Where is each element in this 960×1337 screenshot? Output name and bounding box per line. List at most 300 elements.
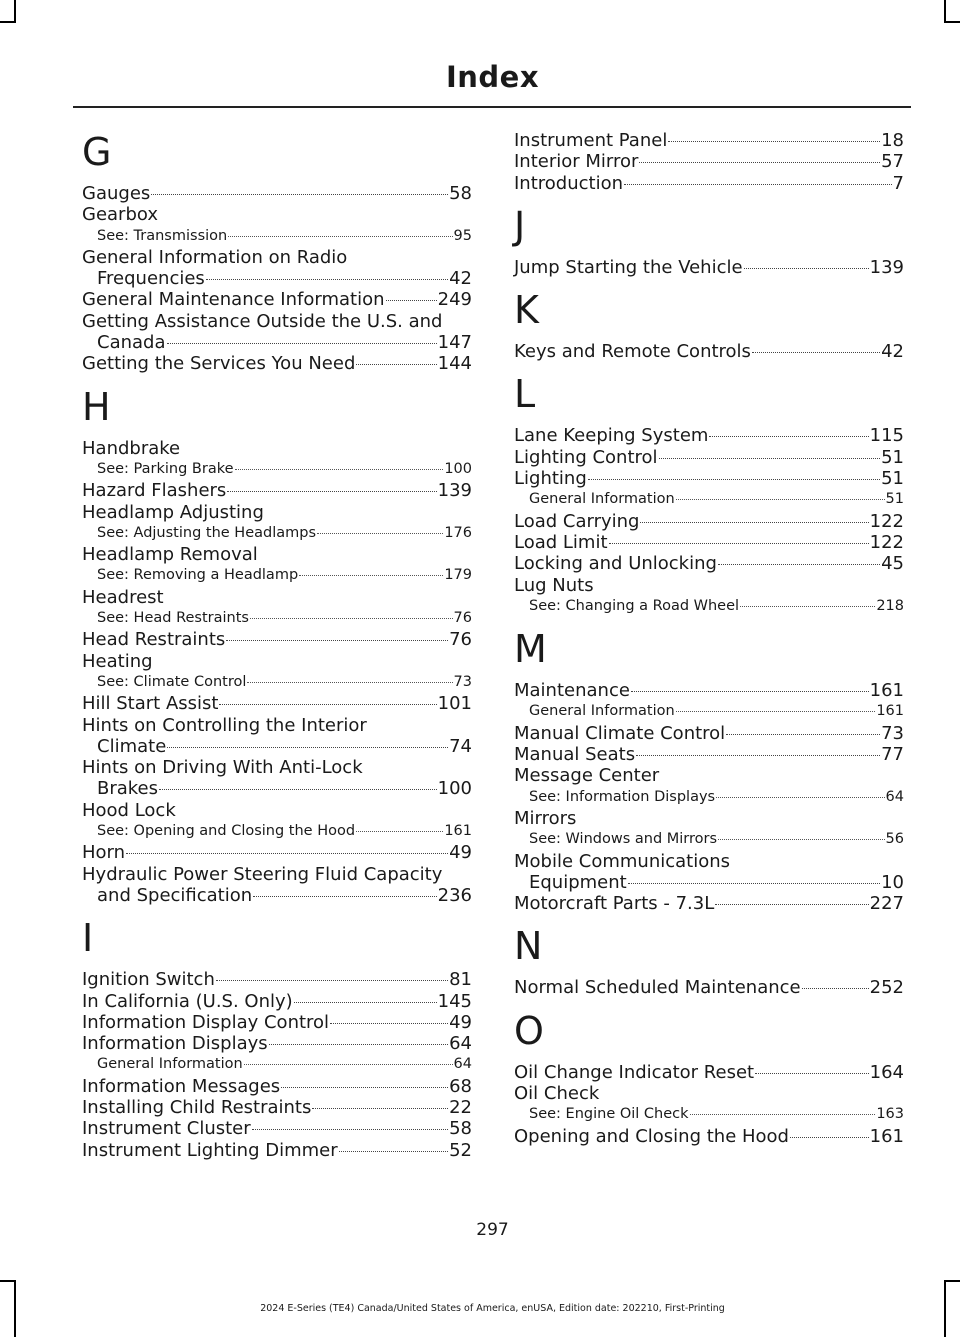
- page-ref[interactable]: 144: [437, 353, 472, 375]
- index-entry[interactable]: [514, 511, 904, 532]
- page-ref[interactable]: 161: [869, 1125, 904, 1147]
- entry-continuation: [514, 872, 904, 893]
- index-letter-heading: J: [514, 203, 526, 248]
- dot-leader: [216, 980, 448, 981]
- entry-line: [82, 183, 472, 204]
- page-ref[interactable]: 57: [881, 151, 904, 173]
- dot-leader: [790, 1137, 869, 1138]
- entry-text: Opening and Closing the Hood: [514, 1125, 789, 1147]
- dot-leader: [676, 711, 876, 712]
- index-subentry[interactable]: [514, 489, 904, 510]
- crop-mark: [944, 1280, 960, 1282]
- entry-text-cont: Climate: [97, 735, 167, 757]
- index-entry[interactable]: [82, 247, 472, 290]
- subentry-text: See: Windows and Mirrors: [529, 831, 718, 848]
- dot-leader: [631, 691, 869, 692]
- entry-line: [82, 353, 472, 374]
- index-entry[interactable]: [514, 425, 904, 446]
- entry-text-cont: and Specification: [97, 884, 253, 906]
- entry-text: Hydraulic Power Steering Fluid Capacity: [82, 863, 443, 885]
- index-entry[interactable]: [82, 800, 472, 821]
- entry-line: [82, 842, 472, 863]
- dot-leader: [726, 734, 880, 735]
- page-ref[interactable]: 73: [881, 722, 904, 744]
- dot-leader: [386, 300, 437, 301]
- entry-text: Hints on Driving With Anti-Lock: [82, 757, 363, 779]
- index-subentry[interactable]: [82, 821, 472, 842]
- subentry-text: See: Opening and Closing the Hood: [97, 823, 356, 840]
- dot-leader: [659, 458, 881, 459]
- dot-leader: [247, 682, 452, 683]
- entry-line: [82, 1097, 472, 1118]
- index-entry[interactable]: [514, 1062, 904, 1083]
- index-entry[interactable]: [82, 502, 472, 523]
- entry-text: Ignition Switch: [82, 969, 215, 991]
- entry-text: Manual Seats: [514, 744, 636, 766]
- entry-text: Headlamp Adjusting: [82, 501, 264, 523]
- entry-line: [82, 991, 472, 1012]
- index-column-right: [514, 130, 904, 1147]
- index-entry[interactable]: [514, 130, 904, 151]
- page-ref[interactable]: 249: [437, 289, 472, 311]
- dot-leader: [330, 1023, 448, 1024]
- page-ref[interactable]: 58: [449, 183, 472, 204]
- page-ref[interactable]: 42: [881, 341, 904, 363]
- index-subentry[interactable]: [514, 787, 904, 808]
- dot-leader: [628, 883, 880, 884]
- entry-line: [82, 1140, 472, 1161]
- page-ref[interactable]: 74: [449, 735, 472, 757]
- entry-text: Locking and Unlocking: [514, 553, 717, 575]
- entry-text: Horn: [82, 842, 126, 864]
- page-ref[interactable]: 100: [437, 778, 472, 800]
- index-entry[interactable]: [514, 468, 904, 489]
- index-entry[interactable]: [82, 1118, 472, 1139]
- dot-leader: [755, 1073, 869, 1074]
- entry-text: Introduction: [514, 172, 624, 194]
- entry-text: Load Limit: [514, 531, 608, 553]
- index-entry[interactable]: [82, 629, 472, 650]
- entry-text: Lighting Control: [514, 446, 658, 468]
- entry-text: Lighting: [514, 468, 587, 490]
- index-entry[interactable]: [514, 341, 904, 362]
- page-ref[interactable]: 101: [437, 693, 472, 715]
- index-entry[interactable]: [514, 1083, 904, 1104]
- entry-text: Load Carrying: [514, 510, 640, 532]
- dot-leader: [588, 479, 880, 480]
- dot-leader: [235, 469, 444, 470]
- dot-leader: [252, 1129, 448, 1130]
- page-number: 297: [476, 1220, 509, 1240]
- index-subentry[interactable]: [82, 459, 472, 480]
- index-entry[interactable]: [82, 1097, 472, 1118]
- index-column-left: [82, 130, 472, 1161]
- dot-leader: [356, 364, 436, 365]
- entry-line: [82, 693, 472, 714]
- entry-line: [82, 969, 472, 990]
- page-ref[interactable]: 161: [869, 680, 904, 702]
- entry-text: Gauges: [82, 183, 151, 204]
- index-entry[interactable]: [82, 544, 472, 565]
- entry-text: Keys and Remote Controls: [514, 341, 751, 363]
- entry-text: Hill Start Assist: [82, 693, 219, 715]
- entry-text: Information Displays: [82, 1033, 268, 1055]
- page-ref[interactable]: 64: [449, 1033, 472, 1055]
- page-ref[interactable]: 68: [449, 1075, 472, 1097]
- dot-leader: [159, 789, 437, 790]
- page-ref[interactable]: 77: [881, 744, 904, 766]
- entry-text-cont: Brakes: [97, 778, 159, 800]
- page-ref[interactable]: 179: [444, 567, 472, 584]
- crop-mark: [0, 21, 16, 23]
- entry-text: Getting Assistance Outside the U.S. and: [82, 310, 443, 332]
- dot-leader: [312, 1108, 448, 1109]
- dot-leader: [219, 704, 436, 705]
- entry-text: General Maintenance Information: [82, 289, 385, 311]
- index-entry[interactable]: [82, 438, 472, 459]
- index-subentry[interactable]: [82, 523, 472, 544]
- dot-leader: [269, 1044, 448, 1045]
- dot-leader: [636, 755, 880, 756]
- crop-mark: [944, 21, 960, 23]
- entry-text: Manual Climate Control: [514, 722, 726, 744]
- entry-text: Mirrors: [514, 807, 577, 829]
- entry-text: Information Messages: [82, 1075, 281, 1097]
- index-entry[interactable]: [514, 575, 904, 596]
- entry-continuation: [82, 778, 472, 799]
- index-entry[interactable]: [514, 173, 904, 194]
- page-ref[interactable]: 122: [869, 531, 904, 553]
- subentry-text: General Information: [529, 491, 675, 508]
- page-ref[interactable]: 122: [869, 510, 904, 532]
- page-ref[interactable]: 51: [881, 468, 904, 490]
- index-letter-heading: M: [514, 627, 547, 672]
- entry-line: [514, 425, 904, 446]
- entry-text: Hazard Flashers: [82, 480, 227, 502]
- index-entry[interactable]: [514, 151, 904, 172]
- dot-leader: [227, 491, 436, 492]
- index-entry[interactable]: [82, 757, 472, 800]
- entry-line: [514, 1126, 904, 1147]
- page-ref[interactable]: 145: [437, 990, 472, 1012]
- entry-line: [82, 1076, 472, 1097]
- dot-leader: [226, 640, 448, 641]
- page-ref[interactable]: 10: [881, 871, 904, 893]
- index-entry[interactable]: [514, 1126, 904, 1147]
- index-letter-heading: I: [82, 916, 94, 961]
- entry-line: [514, 680, 904, 701]
- index-entry[interactable]: [82, 715, 472, 758]
- dot-leader: [718, 564, 880, 565]
- entry-text: Lane Keeping System: [514, 425, 709, 447]
- index-entry[interactable]: [82, 842, 472, 863]
- entry-line: [82, 1012, 472, 1033]
- page-ref[interactable]: 176: [444, 524, 472, 541]
- index-letter-heading: H: [82, 384, 111, 429]
- page-title: Index: [445, 60, 540, 94]
- index-entry[interactable]: [82, 480, 472, 501]
- entry-text-cont: Equipment: [529, 871, 627, 893]
- index-entry[interactable]: [514, 977, 904, 998]
- page-ref[interactable]: 58: [449, 1118, 472, 1140]
- entry-text: Gearbox: [82, 204, 158, 226]
- index-entry[interactable]: [514, 723, 904, 744]
- index-entry[interactable]: [82, 864, 472, 907]
- index-entry[interactable]: [82, 204, 472, 225]
- page-ref[interactable]: 161: [444, 823, 472, 840]
- entry-text: Hints on Controlling the Interior: [82, 714, 367, 736]
- index-entry[interactable]: [82, 587, 472, 608]
- entry-line: [514, 173, 904, 194]
- dot-leader: [640, 522, 868, 523]
- entry-text: Headrest: [82, 586, 164, 608]
- entry-line: [514, 744, 904, 765]
- index-entry[interactable]: [82, 651, 472, 672]
- entry-line: [82, 1033, 472, 1054]
- entry-line: [82, 1118, 472, 1139]
- entry-continuation: [82, 268, 472, 289]
- index-entry[interactable]: [514, 447, 904, 468]
- page-ref[interactable]: 51: [881, 446, 904, 468]
- entry-line: [514, 532, 904, 553]
- page-ref[interactable]: 100: [444, 460, 472, 477]
- index-entry[interactable]: [514, 257, 904, 278]
- entry-text: Getting the Services You Need: [82, 353, 356, 375]
- dot-leader: [151, 194, 448, 195]
- page-ref[interactable]: 115: [869, 425, 904, 447]
- dot-leader: [740, 606, 875, 607]
- index-entry[interactable]: [514, 808, 904, 829]
- page-ref[interactable]: 42: [449, 268, 472, 290]
- page-ref[interactable]: 51: [885, 491, 904, 508]
- entry-line: [514, 1062, 904, 1083]
- page-ref[interactable]: 81: [449, 969, 472, 991]
- entry-text: Instrument Cluster: [82, 1118, 251, 1140]
- index-letter-heading: L: [514, 372, 536, 417]
- subentry-text: General Information: [529, 703, 675, 720]
- index-entry[interactable]: [82, 693, 472, 714]
- index-subentry[interactable]: [82, 226, 472, 247]
- page-ref[interactable]: 52: [449, 1139, 472, 1161]
- index-entry[interactable]: [514, 765, 904, 786]
- page-ref[interactable]: 139: [869, 256, 904, 278]
- index-entry[interactable]: [514, 553, 904, 574]
- page-ref[interactable]: 45: [881, 553, 904, 575]
- entry-line: [514, 977, 904, 998]
- dot-leader: [299, 575, 443, 576]
- dot-leader: [126, 853, 448, 854]
- page-ref[interactable]: 252: [869, 977, 904, 999]
- index-subentry[interactable]: [514, 701, 904, 722]
- entry-text: General Information on Radio: [82, 246, 348, 268]
- index-entry[interactable]: [82, 1076, 472, 1097]
- index-subentry[interactable]: [82, 672, 472, 693]
- entry-text: Hood Lock: [82, 799, 176, 821]
- page-ref[interactable]: 147: [437, 332, 472, 354]
- entry-continuation: [82, 332, 472, 353]
- entry-line: [514, 553, 904, 574]
- subentry-text: See: Parking Brake: [97, 460, 234, 477]
- dot-leader: [281, 1087, 448, 1088]
- index-entry[interactable]: [514, 851, 904, 894]
- dot-leader: [167, 343, 437, 344]
- entry-text: Normal Scheduled Maintenance: [514, 977, 801, 999]
- crop-mark: [0, 1280, 16, 1282]
- dot-leader: [228, 236, 452, 237]
- index-entry[interactable]: [82, 353, 472, 374]
- index-entry[interactable]: [82, 1012, 472, 1033]
- page-ref[interactable]: 161: [876, 703, 904, 720]
- entry-text: Message Center: [514, 765, 660, 787]
- index-entry[interactable]: [514, 680, 904, 701]
- dot-leader: [609, 543, 869, 544]
- index-entry[interactable]: [514, 893, 904, 914]
- page-ref[interactable]: 56: [885, 831, 904, 848]
- page-ref[interactable]: 227: [869, 893, 904, 915]
- dot-leader: [253, 896, 436, 897]
- page-ref[interactable]: 218: [876, 597, 904, 614]
- index-subentry[interactable]: [514, 1104, 904, 1125]
- subentry-text: See: Head Restraints: [97, 610, 249, 627]
- page-ref[interactable]: 73: [453, 673, 472, 690]
- entry-line: [514, 468, 904, 489]
- dot-leader: [752, 352, 880, 353]
- entry-text: Mobile Communications: [514, 850, 731, 872]
- page-ref[interactable]: 164: [869, 1061, 904, 1083]
- entry-continuation: [82, 736, 472, 757]
- page-ref[interactable]: 163: [876, 1106, 904, 1123]
- dot-leader: [250, 618, 453, 619]
- entry-line: [514, 723, 904, 744]
- subentry-text: See: Removing a Headlamp: [97, 567, 299, 584]
- index-letter-heading: G: [82, 130, 112, 174]
- dot-leader: [206, 279, 448, 280]
- dot-leader: [317, 533, 443, 534]
- dot-leader: [744, 268, 869, 269]
- page-ref[interactable]: 95: [453, 227, 472, 244]
- dot-leader: [802, 988, 869, 989]
- entry-line: [514, 130, 904, 151]
- index-entry[interactable]: [82, 183, 472, 204]
- entry-text: Head Restraints: [82, 629, 226, 651]
- subentry-text: See: Transmission: [97, 227, 228, 244]
- entry-line: [514, 257, 904, 278]
- entry-text: Interior Mirror: [514, 151, 639, 173]
- index-letter-heading: N: [514, 924, 543, 969]
- entry-text: Instrument Panel: [514, 130, 668, 151]
- index-subentry[interactable]: [82, 608, 472, 629]
- page-ref[interactable]: 7: [892, 172, 904, 194]
- dot-leader: [709, 436, 868, 437]
- entry-line: [514, 341, 904, 362]
- entry-text: Maintenance: [514, 680, 630, 702]
- entry-line: [82, 480, 472, 501]
- entry-line: [514, 151, 904, 172]
- crop-mark: [14, 0, 16, 22]
- dot-leader: [244, 1064, 453, 1065]
- dot-leader: [167, 747, 448, 748]
- index-entry[interactable]: [82, 289, 472, 310]
- dot-leader: [718, 839, 885, 840]
- dot-leader: [339, 1151, 448, 1152]
- entry-text: Headlamp Removal: [82, 544, 258, 566]
- subentry-text: See: Adjusting the Headlamps: [97, 524, 317, 541]
- entry-text: In California (U.S. Only): [82, 990, 293, 1012]
- entry-text: Motorcraft Parts - 7.3L: [514, 893, 715, 915]
- page-ref[interactable]: 64: [885, 788, 904, 805]
- page-ref[interactable]: 18: [881, 130, 904, 151]
- entry-line: [514, 447, 904, 468]
- dot-leader: [716, 797, 884, 798]
- entry-text: Installing Child Restraints: [82, 1096, 312, 1118]
- index-subentry[interactable]: [514, 596, 904, 617]
- index-letter-heading: K: [514, 288, 539, 333]
- page-ref[interactable]: 76: [453, 610, 472, 627]
- entry-line: [514, 511, 904, 532]
- index-entry[interactable]: [82, 991, 472, 1012]
- subentry-text: General Information: [97, 1056, 243, 1073]
- entry-text: Handbrake: [82, 437, 181, 459]
- index-entry[interactable]: [514, 532, 904, 553]
- header-rule: [73, 106, 911, 108]
- footer-edition: 2024 E-Series (TE4) Canada/United States of America, enUSA, Edition date: 202210, First-Printing: [260, 1303, 725, 1314]
- index-subentry[interactable]: [82, 565, 472, 586]
- index-entry[interactable]: [514, 744, 904, 765]
- entry-line: [514, 893, 904, 914]
- dot-leader: [639, 162, 880, 163]
- index-entry[interactable]: [82, 311, 472, 354]
- page-ref[interactable]: 22: [449, 1096, 472, 1118]
- dot-leader: [668, 141, 880, 142]
- entry-line: [82, 289, 472, 310]
- entry-text: Instrument Lighting Dimmer: [82, 1139, 338, 1161]
- index-subentry[interactable]: [82, 1054, 472, 1075]
- entry-text: Heating: [82, 650, 153, 672]
- entry-continuation: [82, 885, 472, 906]
- subentry-text: See: Changing a Road Wheel: [529, 597, 740, 614]
- page-ref[interactable]: 236: [437, 884, 472, 906]
- dot-leader: [676, 499, 885, 500]
- page-ref[interactable]: 76: [449, 629, 472, 651]
- dot-leader: [356, 831, 443, 832]
- page-ref[interactable]: 64: [453, 1056, 472, 1073]
- index-entry[interactable]: [82, 969, 472, 990]
- index-entry[interactable]: [82, 1033, 472, 1054]
- page-ref[interactable]: 139: [437, 480, 472, 502]
- subentry-text: See: Climate Control: [97, 673, 247, 690]
- index-subentry[interactable]: [514, 829, 904, 850]
- crop-mark: [944, 0, 946, 22]
- entry-text: Oil Change Indicator Reset: [514, 1061, 755, 1083]
- entry-text: Information Display Control: [82, 1011, 330, 1033]
- entry-line: [82, 629, 472, 650]
- index-letter-heading: O: [514, 1008, 544, 1053]
- subentry-text: See: Information Displays: [529, 788, 716, 805]
- entry-text: Lug Nuts: [514, 574, 594, 596]
- dot-leader: [715, 904, 868, 905]
- entry-text-cont: Canada: [97, 332, 166, 354]
- dot-leader: [690, 1114, 876, 1115]
- page-ref[interactable]: 49: [449, 842, 472, 864]
- entry-text-cont: Frequencies: [97, 268, 205, 290]
- index-entry[interactable]: [82, 1140, 472, 1161]
- dot-leader: [624, 184, 892, 185]
- page-ref[interactable]: 49: [449, 1011, 472, 1033]
- dot-leader: [294, 1002, 437, 1003]
- entry-text: Oil Check: [514, 1083, 600, 1105]
- subentry-text: See: Engine Oil Check: [529, 1106, 689, 1123]
- entry-text: Jump Starting the Vehicle: [514, 256, 743, 278]
